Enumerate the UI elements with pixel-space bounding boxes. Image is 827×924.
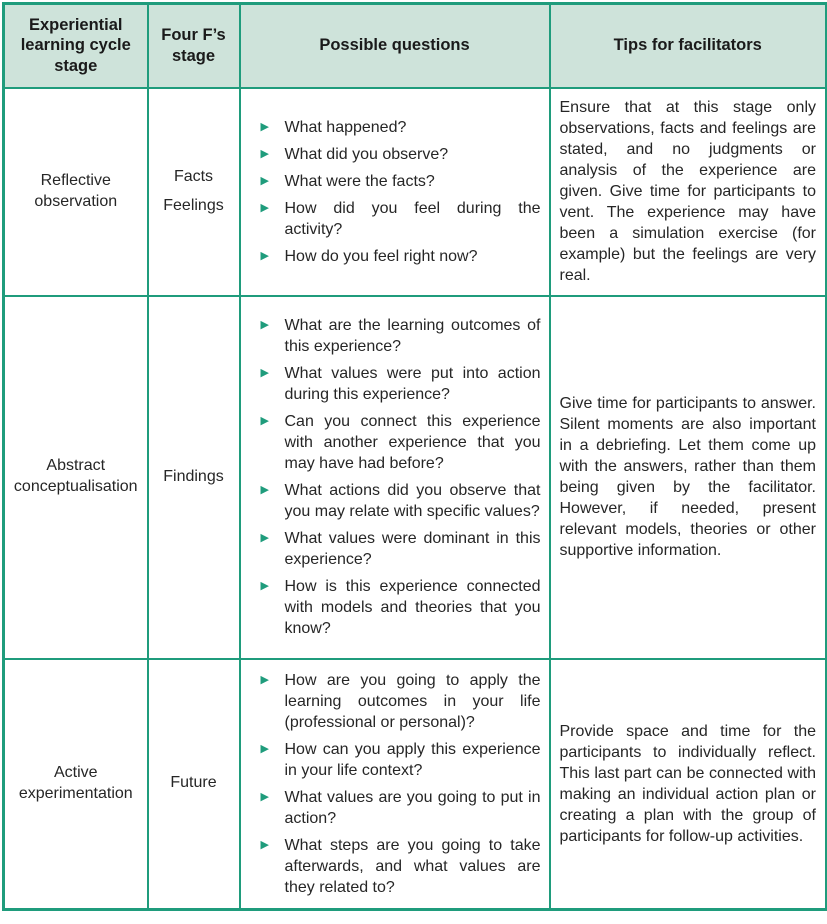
stage-cell: Active experimentation xyxy=(4,659,148,910)
list-item xyxy=(259,787,541,829)
header-tips: Tips for facilitators xyxy=(550,4,827,88)
header-row xyxy=(4,4,827,88)
list-item xyxy=(259,835,541,898)
list-item xyxy=(259,117,541,138)
question-text: What values were dominant in this experience? xyxy=(284,530,541,568)
bullet-triangle-icon: ▶ xyxy=(260,580,269,592)
bullet-triangle-icon: ▶ xyxy=(260,790,269,803)
bullet-triangle-icon: ▶ xyxy=(260,147,269,160)
list-item xyxy=(259,739,541,781)
question-text: What are the learning outcomes of this experience? xyxy=(284,317,541,355)
bullet-triangle-icon: ▶ xyxy=(260,367,269,379)
question-text: What were the facts? xyxy=(284,172,435,190)
bullet-triangle-icon: ▶ xyxy=(260,673,269,686)
question-text: How is this experience connected with models and theories that you know? xyxy=(284,578,541,637)
tips-cell: Give time for participants to answer. Silent moments are also important in a debriefing. Let them come up with the answers, rather than them being given by the facilitator. However, if needed, present relevant models, theories or other supportive information. xyxy=(550,296,827,659)
four-f-cell xyxy=(148,296,240,659)
list-item xyxy=(259,246,541,267)
bullet-triangle-icon: ▶ xyxy=(260,484,269,496)
question-text: What happened? xyxy=(284,118,407,136)
bullet-triangle-icon: ▶ xyxy=(260,201,269,214)
table-row-active-experimentation xyxy=(4,659,827,910)
list-item xyxy=(259,144,541,165)
four-f-cell xyxy=(148,88,240,296)
list-item xyxy=(259,198,541,240)
bullet-triangle-icon: ▶ xyxy=(260,249,269,262)
question-text: How did you feel during the activity? xyxy=(284,199,541,238)
stage-cell: Reflective observation xyxy=(4,88,148,296)
question-text: How do you feel right now? xyxy=(284,247,478,265)
question-list xyxy=(259,670,541,898)
question-text: What values are you going to put in action? xyxy=(284,788,541,827)
questions-cell xyxy=(240,296,550,659)
question-text: What steps are you going to take afterwards, and what values are they related to? xyxy=(284,836,541,896)
header-cycle-stage: Experiential learning cycle stage xyxy=(4,4,148,88)
four-f-label: Feelings xyxy=(163,196,224,214)
question-list xyxy=(259,315,541,639)
bullet-triangle-icon: ▶ xyxy=(260,174,269,187)
list-item xyxy=(259,363,541,405)
questions-cell xyxy=(240,659,550,910)
question-text: What values were put into action during this experience? xyxy=(284,365,541,403)
tips-cell: Ensure that at this stage only observations, facts and feelings are stated, and no judgments or analysis of the experience are given. Give time for participants to vent. The experience may have been a simulation exercise (for example) but the feelings are very real. xyxy=(550,88,827,296)
list-item xyxy=(259,576,541,639)
header-four-fs-stage: Four F’s stage xyxy=(148,4,240,88)
four-f-label: Findings xyxy=(163,467,224,485)
bullet-triangle-icon: ▶ xyxy=(260,742,269,755)
bullet-triangle-icon: ▶ xyxy=(260,532,269,544)
bullet-triangle-icon: ▶ xyxy=(260,415,269,427)
stage-cell: Abstract conceptualisation xyxy=(4,296,148,659)
list-item xyxy=(259,171,541,192)
list-item xyxy=(259,411,541,474)
experiential-learning-table xyxy=(2,2,827,911)
questions-cell xyxy=(240,88,550,296)
list-item xyxy=(259,315,541,357)
question-text: How can you apply this experience in your life context? xyxy=(284,740,541,779)
bullet-triangle-icon: ▶ xyxy=(260,319,269,331)
bullet-triangle-icon: ▶ xyxy=(260,120,269,133)
four-f-label: Facts xyxy=(173,167,214,185)
list-item xyxy=(259,670,541,733)
question-text: What did you observe? xyxy=(284,145,449,163)
list-item xyxy=(259,480,541,522)
question-text: What actions did you observe that you may relate with specific values? xyxy=(284,482,541,520)
bullet-triangle-icon: ▶ xyxy=(260,838,269,851)
four-f-label: Future xyxy=(170,774,217,792)
question-list xyxy=(259,117,541,267)
table-row-reflective-observation xyxy=(4,88,827,296)
table-row-abstract-conceptualisation xyxy=(4,296,827,659)
list-item xyxy=(259,528,541,570)
header-possible-questions: Possible questions xyxy=(240,4,550,88)
question-text: Can you connect this experience with another experience that you may have had before? xyxy=(284,413,541,472)
tips-cell: Provide space and time for the participants to individually reflect. This last part can be connected with making an individual action plan or creating a plan with the group of participants for follow-up activities. xyxy=(550,659,827,910)
four-f-cell xyxy=(148,659,240,910)
question-text: How are you going to apply the learning outcomes in your life (professional or personal)? xyxy=(284,671,541,731)
